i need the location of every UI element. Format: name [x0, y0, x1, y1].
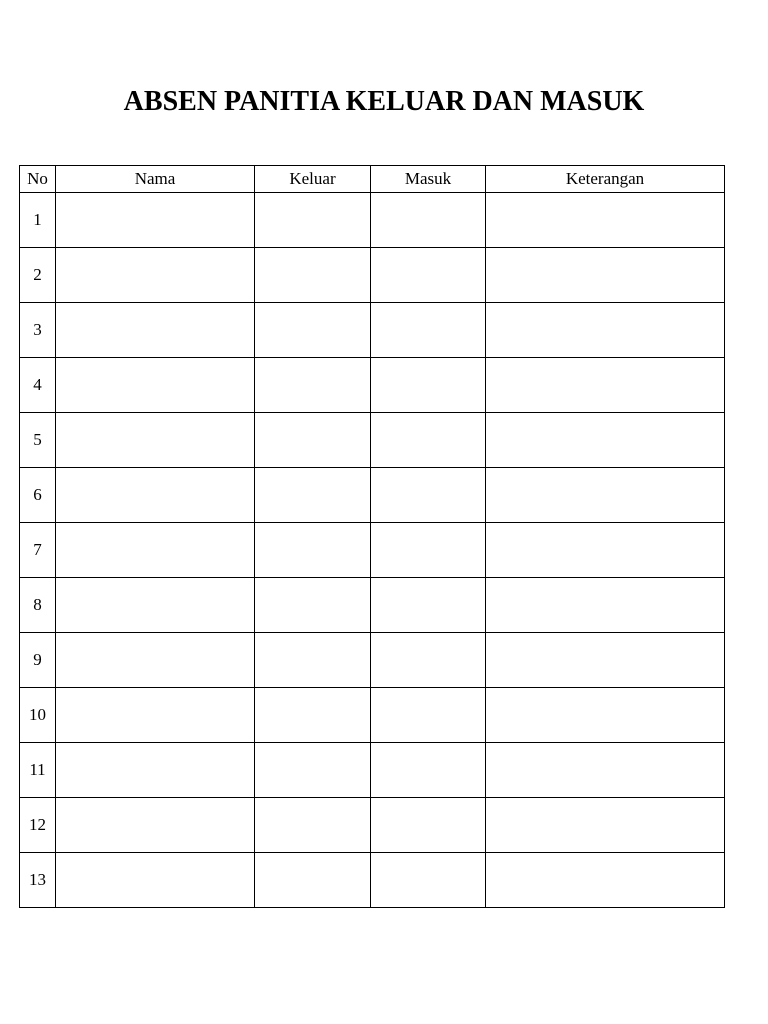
cell-masuk[interactable] [371, 688, 486, 743]
cell-nama[interactable] [56, 468, 255, 523]
table-row [20, 193, 725, 248]
cell-keterangan[interactable] [486, 688, 725, 743]
cell-no: 9 [20, 633, 56, 688]
table-row [20, 688, 725, 743]
cell-masuk[interactable] [371, 358, 486, 413]
cell-keterangan[interactable] [486, 523, 725, 578]
cell-no: 1 [20, 193, 56, 248]
cell-nama[interactable] [56, 248, 255, 303]
cell-keluar[interactable] [255, 523, 371, 578]
cell-nama[interactable] [56, 688, 255, 743]
cell-masuk[interactable] [371, 303, 486, 358]
cell-keterangan[interactable] [486, 358, 725, 413]
cell-nama[interactable] [56, 743, 255, 798]
attendance-table [19, 165, 725, 908]
cell-keterangan[interactable] [486, 468, 725, 523]
cell-keluar[interactable] [255, 248, 371, 303]
column-header-no: No [20, 166, 56, 193]
cell-no: 4 [20, 358, 56, 413]
cell-nama[interactable] [56, 798, 255, 853]
cell-keluar[interactable] [255, 633, 371, 688]
cell-keterangan[interactable] [486, 853, 725, 908]
cell-no: 3 [20, 303, 56, 358]
table-row [20, 798, 725, 853]
cell-keterangan[interactable] [486, 743, 725, 798]
cell-no: 12 [20, 798, 56, 853]
cell-keluar[interactable] [255, 853, 371, 908]
column-header-keterangan: Keterangan [486, 166, 725, 193]
cell-no: 11 [20, 743, 56, 798]
cell-keterangan[interactable] [486, 633, 725, 688]
cell-no: 2 [20, 248, 56, 303]
cell-nama[interactable] [56, 578, 255, 633]
page-title: ABSEN PANITIA KELUAR DAN MASUK [123, 86, 645, 117]
cell-keterangan[interactable] [486, 193, 725, 248]
cell-keluar[interactable] [255, 743, 371, 798]
table-row [20, 303, 725, 358]
table-row [20, 523, 725, 578]
cell-keluar[interactable] [255, 413, 371, 468]
cell-keterangan[interactable] [486, 303, 725, 358]
cell-masuk[interactable] [371, 468, 486, 523]
cell-keluar[interactable] [255, 468, 371, 523]
table-row [20, 743, 725, 798]
cell-keterangan[interactable] [486, 798, 725, 853]
table-row [20, 578, 725, 633]
cell-nama[interactable] [56, 853, 255, 908]
column-header-keluar: Keluar [255, 166, 371, 193]
table-row [20, 853, 725, 908]
cell-keluar[interactable] [255, 688, 371, 743]
cell-no: 7 [20, 523, 56, 578]
cell-keluar[interactable] [255, 193, 371, 248]
table-row [20, 633, 725, 688]
cell-masuk[interactable] [371, 798, 486, 853]
cell-nama[interactable] [56, 193, 255, 248]
cell-nama[interactable] [56, 523, 255, 578]
cell-no: 5 [20, 413, 56, 468]
cell-keluar[interactable] [255, 303, 371, 358]
table-header [20, 166, 725, 193]
table-row [20, 468, 725, 523]
cell-masuk[interactable] [371, 578, 486, 633]
cell-keterangan[interactable] [486, 578, 725, 633]
cell-nama[interactable] [56, 303, 255, 358]
column-header-nama: Nama [56, 166, 255, 193]
cell-nama[interactable] [56, 358, 255, 413]
cell-keterangan[interactable] [486, 413, 725, 468]
table-row [20, 358, 725, 413]
cell-no: 8 [20, 578, 56, 633]
cell-keluar[interactable] [255, 798, 371, 853]
cell-masuk[interactable] [371, 248, 486, 303]
cell-keluar[interactable] [255, 578, 371, 633]
cell-masuk[interactable] [371, 193, 486, 248]
cell-no: 6 [20, 468, 56, 523]
cell-nama[interactable] [56, 633, 255, 688]
column-header-masuk: Masuk [371, 166, 486, 193]
table-body [20, 193, 725, 908]
table-row [20, 413, 725, 468]
cell-keterangan[interactable] [486, 248, 725, 303]
cell-masuk[interactable] [371, 523, 486, 578]
table-row [20, 248, 725, 303]
cell-masuk[interactable] [371, 633, 486, 688]
cell-masuk[interactable] [371, 413, 486, 468]
cell-keluar[interactable] [255, 358, 371, 413]
cell-nama[interactable] [56, 413, 255, 468]
header-row [20, 166, 725, 193]
cell-no: 10 [20, 688, 56, 743]
cell-masuk[interactable] [371, 743, 486, 798]
cell-masuk[interactable] [371, 853, 486, 908]
cell-no: 13 [20, 853, 56, 908]
